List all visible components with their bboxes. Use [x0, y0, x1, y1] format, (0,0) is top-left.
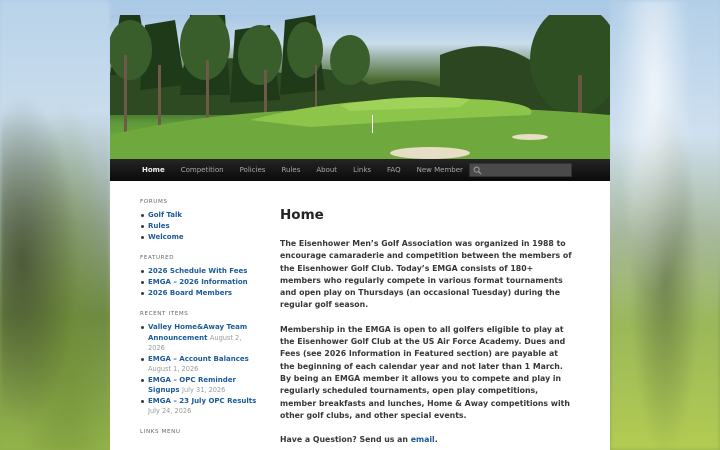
featured-link-schedule-text[interactable]: 2026 Schedule With Fees	[148, 267, 248, 275]
forum-link-rules-text[interactable]: Rules	[148, 222, 170, 230]
recent-item-title[interactable]: EMGA – 23 July OPC Results	[148, 396, 257, 405]
membership-paragraph: Membership in the EMGA is open to all golfers eligible to play at the Eisenhower Golf Club at the US Air Force Academy. Dues and Fees (see 2026 Information in Featured section) are payable at the beginning of each calendar year and not later than 1 March. By being an EMGA member it allows you to compete and play in regularly scheduled tournaments, open play competitions, member breakfasts and lunches, Home & Away competitions with other golf clubs, and other special events.	[280, 324, 570, 420]
nav-item-competition[interactable]: Competition	[180, 166, 224, 174]
list-item[interactable]	[140, 354, 260, 375]
intro-paragraph: The Eisenhower Men’s Golf Association was organized in 1988 to encourage camaraderie and competition between the members of the Eisenhower Golf Club. Today’s EMGA consists of 180+ members who regularly compete in various format tournaments and open play on Thursdays (an occasional Tuesday) during the regular golf season.	[280, 239, 572, 310]
search-icon	[473, 166, 482, 175]
background-left	[0, 0, 110, 450]
question-text: Have a Question? Send us an	[280, 435, 411, 445]
forum-link-rules[interactable]	[140, 221, 260, 232]
email-link[interactable]: email	[410, 435, 435, 445]
forum-link-golf-talk[interactable]	[140, 210, 260, 221]
nav-item-home[interactable]: Home	[142, 166, 165, 174]
recent-item-date: August 1, 2026	[148, 365, 199, 373]
widget-recent-items	[140, 311, 260, 417]
nav-item-about[interactable]: About	[316, 166, 338, 174]
golf-course-illustration	[110, 15, 610, 159]
list-item[interactable]	[140, 375, 260, 396]
forum-link-welcome-text[interactable]: Welcome	[148, 233, 184, 241]
main-content	[280, 207, 575, 450]
recent-item-date: August 2, 2026	[148, 333, 242, 352]
list-item[interactable]	[140, 396, 260, 417]
widget-title-featured: FEATURED	[140, 255, 175, 261]
nav-item-new-member[interactable]: New Member	[416, 166, 463, 174]
widget-title-links-menu: LINKS MENU	[140, 428, 181, 435]
question-suffix: .	[434, 435, 438, 445]
recent-item-title[interactable]: Valley Home&Away Team Announcement	[148, 323, 248, 342]
widget-title-forums: FORUMS	[140, 199, 168, 205]
nav-item-faq[interactable]: FAQ	[387, 166, 401, 174]
main-navigation	[110, 159, 610, 181]
question-paragraph	[280, 434, 575, 446]
featured-link-schedule[interactable]	[140, 266, 260, 277]
widget-featured	[140, 255, 260, 299]
recent-item-title[interactable]: EMGA – OPC Reminder Signups	[148, 375, 236, 394]
page-title: Home	[280, 207, 324, 223]
widget-forums	[140, 199, 260, 243]
recent-item-date: July 24, 2026	[148, 407, 192, 415]
widget-title-recent: RECENT ITEMS	[140, 311, 189, 317]
recent-item-title[interactable]: EMGA – Account Balances	[148, 354, 249, 363]
page-container	[110, 15, 610, 450]
nav-item-policies[interactable]: Policies	[239, 166, 266, 174]
recent-item-date: July 31, 2026	[182, 386, 226, 394]
featured-link-board[interactable]	[140, 288, 260, 299]
forum-link-welcome[interactable]	[140, 232, 260, 243]
search-input[interactable]	[469, 163, 572, 177]
header-banner-image[interactable]	[110, 15, 610, 159]
forum-link-golf-talk-text[interactable]: Golf Talk	[148, 211, 183, 219]
list-item[interactable]	[140, 322, 260, 354]
featured-link-information[interactable]	[140, 277, 260, 288]
nav-item-rules[interactable]: Rules	[281, 166, 301, 174]
featured-link-information-text[interactable]: EMGA – 2026 Information	[148, 278, 248, 286]
background-right	[610, 0, 720, 450]
widget-links-menu	[140, 429, 260, 435]
sidebar	[140, 199, 260, 444]
nav-item-links[interactable]: Links	[353, 166, 372, 174]
featured-link-board-text[interactable]: 2026 Board Members	[148, 289, 233, 297]
